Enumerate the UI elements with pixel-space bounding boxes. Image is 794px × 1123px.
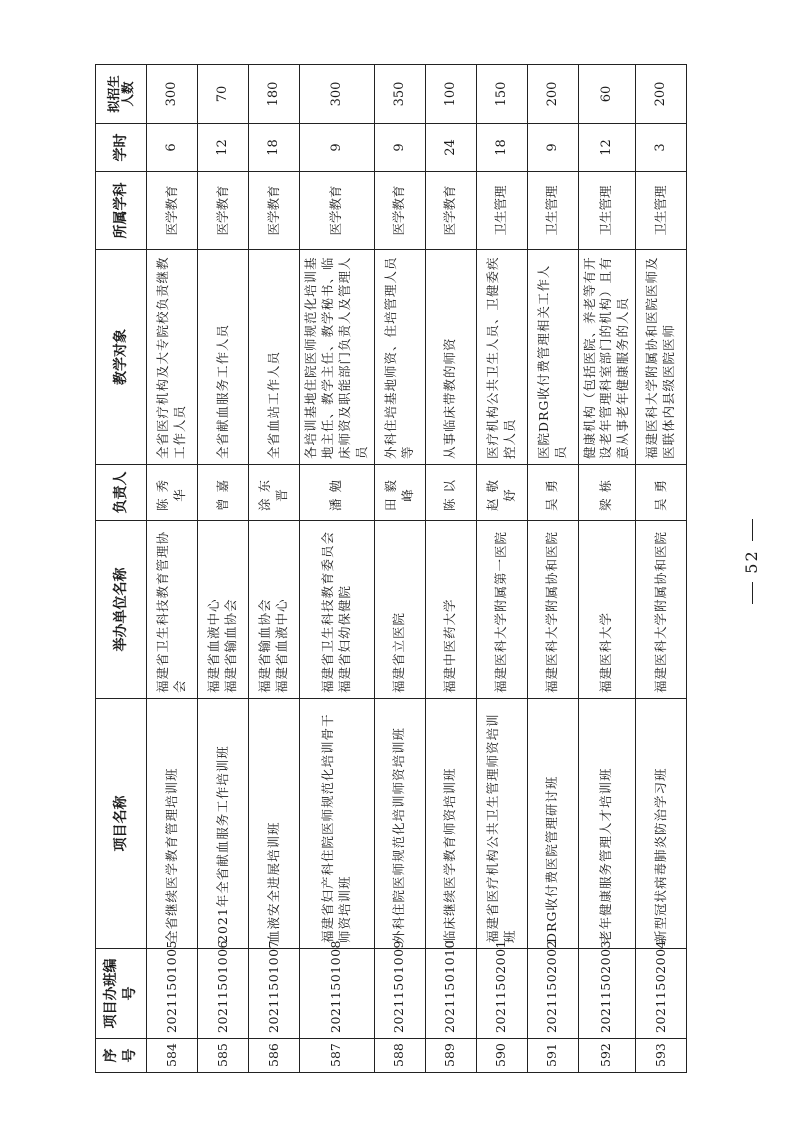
- cell-number: 588: [374, 1039, 425, 1073]
- cell-code: 20211501009: [374, 949, 425, 1039]
- cell-subject: 卫生管理: [636, 172, 687, 250]
- cell-subject: 卫生管理: [476, 172, 527, 250]
- cell-person: 梁栋: [578, 465, 636, 521]
- cell-name: 新型冠状病毒肺炎防治学习班: [636, 699, 687, 949]
- cell-enroll: 200: [527, 65, 578, 124]
- cell-target: 外科住培基地师资、住培管理人员等: [374, 250, 425, 465]
- cell-name: 全省继续医学教育管理培训班: [147, 699, 198, 949]
- cell-number: 593: [636, 1039, 687, 1073]
- cell-name: 外科住院医师规范化培训师资培训班: [374, 699, 425, 949]
- cell-subject: 医学教育: [147, 172, 198, 250]
- unit-line: 福建医科大学附属第一医院: [493, 530, 509, 693]
- cell-enroll: 300: [300, 65, 375, 124]
- page-number-dash: [752, 519, 753, 541]
- table-row: [425, 65, 476, 1073]
- cell-person: 田毅峰: [374, 465, 425, 521]
- cell-number: 589: [425, 1039, 476, 1073]
- cell-unit: [578, 521, 636, 699]
- cell-name: 老年健康服务管理人才培训班: [578, 699, 636, 949]
- cell-subject: 卫生管理: [578, 172, 636, 250]
- table-row: [147, 65, 198, 1073]
- cell-number: 590: [476, 1039, 527, 1073]
- cell-hours: 3: [636, 124, 687, 172]
- cell-code: 20211501005: [147, 949, 198, 1039]
- cell-unit: [476, 521, 527, 699]
- cell-person: 吴勇: [636, 465, 687, 521]
- cell-code: 20211502002: [527, 949, 578, 1039]
- table-row: [300, 65, 375, 1073]
- cell-code: 20211501008: [300, 949, 375, 1039]
- cell-enroll: 350: [374, 65, 425, 124]
- page-number-dash: [752, 582, 753, 604]
- header-hours: 学时: [96, 124, 147, 172]
- cell-hours: 18: [249, 124, 300, 172]
- header-number: 序号: [96, 1039, 147, 1073]
- unit-line: 福建省输血协会: [257, 598, 273, 693]
- unit-line: 福建省血液中心: [274, 598, 289, 693]
- cell-person: 潘勉: [300, 465, 375, 521]
- unit-line: 福建医科大学: [598, 611, 614, 693]
- cell-target: 全省献血服务工作人员: [198, 250, 249, 465]
- page-number: [742, 0, 761, 1123]
- cell-target: 健康机构（包括医院、养老等有开设老年管理科室部门的机构）且有意从事老年健康服务的人员: [578, 250, 636, 465]
- cell-hours: 9: [300, 124, 375, 172]
- cell-name: 血液安全进展培训班: [249, 699, 300, 949]
- cell-subject: 医学教育: [198, 172, 249, 250]
- header-target: 教学对象: [96, 250, 147, 465]
- cell-target: 全省医疗机构及大专院校负责继教工作人员: [147, 250, 198, 465]
- table-row: [527, 65, 578, 1073]
- cell-name: 临床继续医学教育师资培训班: [425, 699, 476, 949]
- cell-target: 医院DRG收付费管理相关工作人员: [527, 250, 578, 465]
- cell-code: 20211502001: [476, 949, 527, 1039]
- cell-hours: 18: [476, 124, 527, 172]
- unit-line: 福建省输血协会: [223, 598, 238, 693]
- unit-line: 福建省卫生科技教育管理协会: [155, 530, 187, 693]
- page-number-text: 52: [742, 549, 761, 574]
- cell-person: 涂东晋: [249, 465, 300, 521]
- cell-enroll: 300: [147, 65, 198, 124]
- cell-unit: [249, 521, 300, 699]
- header-subject: 所属学科: [96, 172, 147, 250]
- unit-line: 福建省妇幼保健院: [336, 584, 352, 693]
- cell-enroll: 60: [578, 65, 636, 124]
- cell-enroll: 200: [636, 65, 687, 124]
- cell-hours: 24: [425, 124, 476, 172]
- cell-target: 医疗机构公共卫生人员、卫健委疾控人员: [476, 250, 527, 465]
- cell-unit: [636, 521, 687, 699]
- cell-unit: [374, 521, 425, 699]
- cell-subject: 医学教育: [425, 172, 476, 250]
- cell-number: 584: [147, 1039, 198, 1073]
- cell-hours: 9: [527, 124, 578, 172]
- cell-person: 吴勇: [527, 465, 578, 521]
- cell-code: 20211502004: [636, 949, 687, 1039]
- header-code: 项目办班编号: [96, 949, 147, 1039]
- cell-code: 20211502003: [578, 949, 636, 1039]
- cell-code: 20211501007: [249, 949, 300, 1039]
- cell-enroll: 180: [249, 65, 300, 124]
- cell-subject: 医学教育: [374, 172, 425, 250]
- cell-person: 陈以: [425, 465, 476, 521]
- project-table: [95, 64, 687, 1073]
- header-unit: 举办单位名称: [96, 521, 147, 699]
- header-person: 负责人: [96, 465, 147, 521]
- cell-hours: 12: [578, 124, 636, 172]
- cell-target: 各培训基地住院医师规范化培训基地主任、教学主任、教学秘书、临床师资及职能部门负责人及管理人员: [300, 250, 375, 465]
- cell-unit: [198, 521, 249, 699]
- cell-person: 陈秀华: [147, 465, 198, 521]
- table-row: [636, 65, 687, 1073]
- table-row: [198, 65, 249, 1073]
- cell-name: DRG收付费医院管理研讨班: [527, 699, 578, 949]
- table-row: [374, 65, 425, 1073]
- cell-enroll: 100: [425, 65, 476, 124]
- cell-hours: 12: [198, 124, 249, 172]
- cell-subject: 医学教育: [249, 172, 300, 250]
- cell-code: 20211501006: [198, 949, 249, 1039]
- unit-line: 福建中医药大学: [442, 598, 458, 693]
- unit-line: 福建医科大学附属协和医院: [652, 530, 668, 693]
- cell-name: 福建省医疗机构公共卫生管理师资培训班: [476, 699, 527, 949]
- header-row: [96, 65, 147, 1073]
- cell-name: 福建省妇产科住院医师规范化培训骨干师资培训班: [300, 699, 375, 949]
- cell-code: 20211501010: [425, 949, 476, 1039]
- unit-line: 福建省卫生科技教育委员会: [319, 530, 335, 693]
- cell-person: 赵敬妤: [476, 465, 527, 521]
- cell-target: 福建医科大学附属协和医院医师及医联体内县级医院医师: [636, 250, 687, 465]
- cell-subject: 医学教育: [300, 172, 375, 250]
- cell-number: 591: [527, 1039, 578, 1073]
- header-enroll: 拟招生人数: [96, 65, 147, 124]
- unit-line: 福建省血液中心: [206, 598, 222, 693]
- header-name: 项目名称: [96, 699, 147, 949]
- table-row: [476, 65, 527, 1073]
- unit-line: 福建省立医院: [391, 611, 407, 693]
- unit-line: 福建医科大学附属协和医院: [544, 530, 560, 693]
- table-row: [249, 65, 300, 1073]
- cell-hours: 6: [147, 124, 198, 172]
- cell-number: 585: [198, 1039, 249, 1073]
- cell-number: 586: [249, 1039, 300, 1073]
- cell-name: 2021年全省献血服务工作培训班: [198, 699, 249, 949]
- cell-unit: [300, 521, 375, 699]
- cell-person: 曾嘉: [198, 465, 249, 521]
- cell-number: 592: [578, 1039, 636, 1073]
- cell-target: 从事临床带教的师资: [425, 250, 476, 465]
- cell-unit: [147, 521, 198, 699]
- cell-enroll: 70: [198, 65, 249, 124]
- cell-enroll: 150: [476, 65, 527, 124]
- cell-unit: [527, 521, 578, 699]
- cell-unit: [425, 521, 476, 699]
- cell-target: 全省血站工作人员: [249, 250, 300, 465]
- cell-subject: 卫生管理: [527, 172, 578, 250]
- cell-hours: 9: [374, 124, 425, 172]
- cell-number: 587: [300, 1039, 375, 1073]
- table-row: [578, 65, 636, 1073]
